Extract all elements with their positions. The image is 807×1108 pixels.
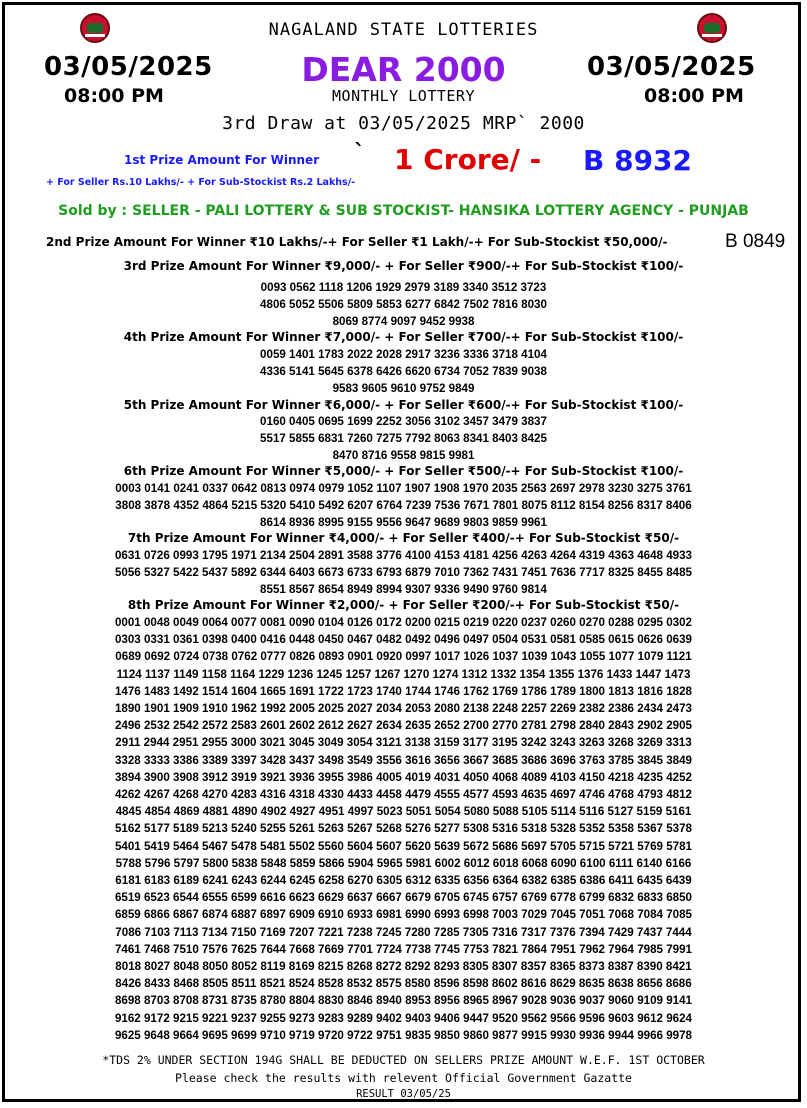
number-row: 8426 8433 8468 8505 8511 8521 8524 8528 8532 8575 8580 8596 8598 8602 8616 8629 8635 8638 8656 8686 xyxy=(115,977,692,991)
tds-notice: *TDS 2% UNDER SECTION 194G SHALL BE DEDUCTED ON SELLERS PRIZE AMOUNT W.E.F. 1ST OCTOBER xyxy=(102,1053,705,1067)
fourth-prize-label: 4th Prize Amount For Winner ₹7,000/- + For Seller ₹700/-+ For Sub-Stockist ₹100/- xyxy=(123,330,684,344)
right-date: 03/05/2025 xyxy=(587,52,756,82)
number-row: 8018 8027 8048 8050 8052 8119 8169 8215 8268 8272 8292 8293 8305 8307 8357 8365 8373 8387 8390 8421 xyxy=(115,960,692,974)
number-row: 0093 0562 1118 1206 1929 2979 3189 3340 3512 3723 xyxy=(260,281,547,294)
number-row: 1124 1137 1149 1158 1164 1229 1236 1245 1257 1267 1270 1274 1312 1332 1354 1355 1376 1433 1447 1473 xyxy=(116,667,691,681)
number-row: 0059 1401 1783 2022 2028 2917 3236 3336 3718 4104 xyxy=(260,348,547,361)
number-row: 8698 8703 8708 8731 8735 8780 8804 8830 8846 8940 8953 8956 8965 8967 9028 9036 9037 9060 9109 9141 xyxy=(114,994,693,1008)
fifth-prize-label: 5th Prize Amount For Winner ₹6,000/- + For Seller ₹600/-+ For Sub-Stockist ₹100/- xyxy=(123,398,684,412)
sold-by: Sold by : SELLER - PALI LOTTERY & SUB STOCKIST- HANSIKA LOTTERY AGENCY - PUNJAB xyxy=(58,203,749,219)
number-row: 1476 1483 1492 1514 1604 1665 1691 1722 1723 1740 1744 1746 1762 1769 1786 1789 1800 1813 1816 1828 xyxy=(114,684,693,698)
sixth-prize-numbers xyxy=(0,480,807,532)
second-prize-number: B 0849 xyxy=(725,231,786,252)
number-row: 0160 0405 0695 1699 2252 3056 3102 3457 3479 3837 xyxy=(260,415,547,428)
number-row: 3894 3900 3908 3912 3919 3921 3936 3955 3986 4005 4019 4031 4050 4068 4089 4103 4150 4218 4235 4252 xyxy=(114,770,693,784)
first-prize-seller-line: + For Seller Rs.10 Lakhs/- + For Sub-Stockist Rs.2 Lakhs/- xyxy=(46,177,356,188)
right-time: 08:00 PM xyxy=(644,85,744,107)
number-row: 4336 5141 5645 6378 6426 6620 6734 7052 7839 9038 xyxy=(260,365,547,379)
number-row: 5162 5177 5189 5213 5240 5255 5261 5263 5267 5268 5276 5277 5308 5316 5318 5328 5352 5358 5367 5378 xyxy=(114,822,693,836)
number-row: 1890 1901 1909 1910 1962 1992 2005 2025 2027 2034 2053 2080 2138 2248 2257 2269 2382 2386 2434 2473 xyxy=(114,702,693,716)
third-prize-numbers xyxy=(0,279,807,331)
number-row: 7461 7468 7510 7576 7625 7644 7668 7669 7701 7724 7738 7745 7753 7821 7864 7951 7962 7964 7985 7991 xyxy=(114,942,693,956)
seventh-prize-label: 7th Prize Amount For Winner ₹4,000/- + For Seller ₹400/-+ For Sub-Stockist ₹50/- xyxy=(127,531,680,545)
eighth-prize-numbers xyxy=(0,614,807,1044)
draw-info: 3rd Draw at 03/05/2025 MRP` 2000 xyxy=(222,113,585,134)
number-row: 5401 5419 5464 5467 5478 5481 5502 5560 5604 5607 5620 5639 5672 5686 5697 5705 5715 5721 5769 5781 xyxy=(114,839,693,853)
gazette-notice: Please check the results with relevent Official Government Gazatte xyxy=(175,1071,632,1085)
result-date: RESULT 03/05/25 xyxy=(356,1088,451,1100)
number-row: 0001 0048 0049 0064 0077 0081 0090 0104 0126 0172 0200 0215 0219 0220 0237 0260 0270 0288 0295 0302 xyxy=(114,616,693,629)
number-row: 8551 8567 8654 8949 8994 9307 9336 9490 9760 9814 xyxy=(260,583,547,597)
number-row: 2496 2532 2542 2572 2583 2601 2602 2612 2627 2634 2635 2652 2700 2770 2781 2798 2840 2843 2902 2905 xyxy=(114,719,693,733)
number-row: 2911 2944 2951 2955 3000 3021 3045 3049 3054 3121 3138 3159 3177 3195 3242 3243 3263 3268 3269 3313 xyxy=(115,736,692,750)
number-row: 6519 6523 6544 6555 6599 6616 6623 6629 6637 6667 6679 6705 6745 6757 6769 6778 6799 6832 6833 6850 xyxy=(114,891,693,905)
number-row: 9625 9648 9664 9695 9699 9710 9719 9720 9722 9751 9835 9850 9860 9877 9915 9930 9936 9944 9966 9978 xyxy=(114,1028,693,1042)
third-prize-label: 3rd Prize Amount For Winner ₹9,000/- + For Seller ₹900/-+ For Sub-Stockist ₹100/- xyxy=(123,259,684,273)
first-prize-amount: 1 Crore/ - xyxy=(394,143,542,176)
number-row: 9583 9605 9610 9752 9849 xyxy=(332,382,475,396)
number-row: 8069 8774 9097 9452 9938 xyxy=(332,315,475,329)
number-row: 5788 5796 5797 5800 5838 5848 5859 5866 5904 5965 5981 6002 6012 6018 6068 6090 6100 6111 6140 6166 xyxy=(115,856,692,870)
eighth-prize-label: 8th Prize Amount For Winner ₹2,000/- + For Seller ₹200/-+ For Sub-Stockist ₹50/- xyxy=(127,598,680,612)
number-row: 0631 0726 0993 1795 1971 2134 2504 2891 3588 3776 4100 4153 4181 4256 4263 4264 4319 4363 4648 4933 xyxy=(114,549,693,562)
first-prize-label: 1st Prize Amount For Winner xyxy=(124,153,320,167)
first-prize-tick: ` xyxy=(354,141,365,166)
number-row: 4845 4854 4869 4881 4890 4902 4927 4951 4997 5023 5051 5054 5080 5088 5105 5114 5116 5127 5159 5161 xyxy=(115,805,692,819)
number-row: 7086 7103 7113 7134 7150 7169 7207 7221 7238 7245 7280 7285 7305 7316 7317 7376 7394 7429 7437 7444 xyxy=(115,925,692,939)
lottery-title: DEAR 2000 xyxy=(301,50,506,89)
number-row: 5517 5855 6831 7260 7275 7792 8063 8341 8403 8425 xyxy=(260,432,547,446)
number-row: 0003 0141 0241 0337 0642 0813 0974 0979 1052 1107 1907 1908 1970 2035 2563 2697 2978 3230 3275 3761 xyxy=(115,482,692,495)
number-row: 8614 8936 8995 9155 9556 9647 9689 9803 9859 9961 xyxy=(260,516,547,530)
number-row: 4262 4267 4268 4270 4283 4316 4318 4330 4433 4458 4479 4555 4577 4593 4635 4697 4746 4768 4793 4812 xyxy=(114,788,693,802)
seventh-prize-numbers xyxy=(0,547,807,599)
left-date: 03/05/2025 xyxy=(44,52,213,82)
fifth-prize-numbers xyxy=(0,413,807,465)
number-row: 3808 3878 4352 4864 5215 5320 5410 5492 6207 6764 7239 7536 7671 7801 8075 8112 8154 8256 8317 8406 xyxy=(115,499,692,513)
lottery-subtitle: MONTHLY LOTTERY xyxy=(332,87,475,105)
number-row: 6859 6866 6867 6874 6887 6897 6909 6910 6933 6981 6990 6993 6998 7003 7029 7045 7051 7068 7084 7085 xyxy=(114,908,693,922)
org-name: NAGALAND STATE LOTTERIES xyxy=(268,20,539,40)
number-row: 4806 5052 5506 5809 5853 6277 6842 7502 7816 8030 xyxy=(260,298,547,312)
number-row: 0303 0331 0361 0398 0400 0416 0448 0450 0467 0482 0492 0496 0497 0504 0531 0581 0585 0615 0626 0639 xyxy=(114,633,693,647)
first-prize-number: B 8932 xyxy=(583,144,693,177)
sixth-prize-label: 6th Prize Amount For Winner ₹5,000/- + For Seller ₹500/-+ For Sub-Stockist ₹100/- xyxy=(123,464,684,478)
number-row: 6181 6183 6189 6241 6243 6244 6245 6258 6270 6305 6312 6335 6356 6364 6382 6385 6386 6411 6435 6439 xyxy=(115,874,692,888)
number-row: 0689 0692 0724 0738 0762 0777 0826 0893 0901 0920 0997 1017 1026 1037 1039 1043 1055 1077 1079 1121 xyxy=(115,650,692,664)
number-row: 9162 9172 9215 9221 9237 9255 9273 9283 9289 9402 9403 9406 9447 9520 9562 9566 9596 9603 9612 9624 xyxy=(114,1011,693,1025)
number-row: 8470 8716 9558 9815 9981 xyxy=(332,449,475,463)
fourth-prize-numbers xyxy=(0,346,807,398)
second-prize-label: 2nd Prize Amount For Winner ₹10 Lakhs/-+ For Seller ₹1 Lakh/-+ For Sub-Stockist ₹50,000/- xyxy=(46,235,668,249)
number-row: 5056 5327 5422 5437 5892 6344 6403 6673 6733 6793 6879 7010 7362 7431 7451 7636 7717 8325 8455 8485 xyxy=(114,566,693,580)
left-time: 08:00 PM xyxy=(64,85,164,107)
number-row: 3328 3333 3386 3389 3397 3428 3437 3498 3549 3556 3616 3656 3667 3685 3686 3696 3763 3785 3845 3849 xyxy=(114,753,693,767)
